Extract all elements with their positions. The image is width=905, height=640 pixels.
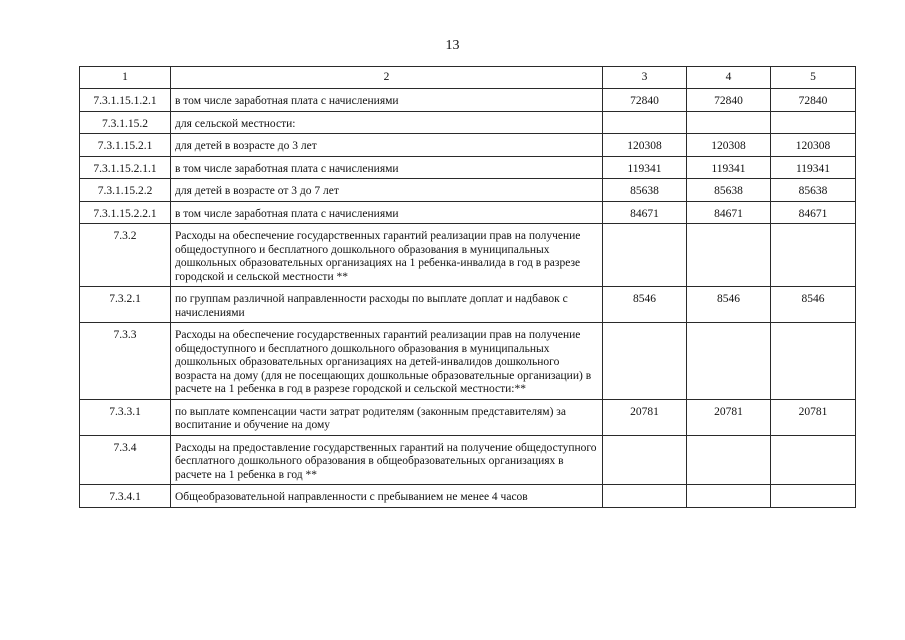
- row-value-col-5: 119341: [771, 156, 856, 179]
- row-value-col-5: [771, 224, 856, 287]
- row-value-col-5: [771, 111, 856, 134]
- row-value-col-4: 119341: [687, 156, 771, 179]
- row-code: 7.3.4.1: [80, 485, 171, 508]
- row-code: 7.3.3: [80, 323, 171, 400]
- row-value-col-3: 72840: [603, 89, 687, 112]
- row-value-col-3: 119341: [603, 156, 687, 179]
- table-row: [80, 435, 856, 485]
- row-description: для детей в возрасте от 3 до 7 лет: [171, 179, 603, 202]
- row-code: 7.3.1.15.2.1.1: [80, 156, 171, 179]
- row-description: в том числе заработная плата с начислениями: [171, 89, 603, 112]
- row-code: 7.3.1.15.2: [80, 111, 171, 134]
- table-row: [80, 287, 856, 323]
- row-code: 7.3.1.15.2.1: [80, 134, 171, 157]
- row-value-col-3: [603, 435, 687, 485]
- page-number: 13: [445, 38, 460, 53]
- row-value-col-3: 85638: [603, 179, 687, 202]
- row-value-col-5: 84671: [771, 201, 856, 224]
- row-value-col-4: [687, 224, 771, 287]
- row-description: Общеобразовательной направленности с пребыванием не менее 4 часов: [171, 485, 603, 508]
- row-value-col-3: [603, 485, 687, 508]
- table-row: [80, 201, 856, 224]
- header-col-4: 4: [687, 67, 771, 89]
- table-row: [80, 323, 856, 400]
- row-value-col-3: [603, 111, 687, 134]
- row-value-col-5: 85638: [771, 179, 856, 202]
- row-value-col-4: 8546: [687, 287, 771, 323]
- row-value-col-4: 72840: [687, 89, 771, 112]
- row-value-col-5: 72840: [771, 89, 856, 112]
- row-value-col-3: 20781: [603, 399, 687, 435]
- row-value-col-5: [771, 323, 856, 400]
- row-value-col-4: 84671: [687, 201, 771, 224]
- table-row: [80, 89, 856, 112]
- row-value-col-5: [771, 435, 856, 485]
- row-value-col-4: 85638: [687, 179, 771, 202]
- row-value-col-3: 120308: [603, 134, 687, 157]
- row-value-col-3: 8546: [603, 287, 687, 323]
- row-description: по группам различной направленности расходы по выплате доплат и надбавок с начислениями: [171, 287, 603, 323]
- row-code: 7.3.2.1: [80, 287, 171, 323]
- row-description: по выплате компенсации части затрат родителям (законным представителям) за воспитание и обучение на дому: [171, 399, 603, 435]
- header-col-1: 1: [80, 67, 171, 89]
- row-value-col-4: [687, 435, 771, 485]
- row-description: Расходы на обеспечение государственных гарантий реализации прав на получение общедоступного и бесплатного дошкольного образования в муниципальных дошкольных образовательных организациях на детей-инвалидов дошкольного возраста на дому (для не посещающих дошкольные образовательные организации) в расчете на 1 ребенка в год в разрезе городской и сельской местности:**: [171, 323, 603, 400]
- row-code: 7.3.2: [80, 224, 171, 287]
- header-col-3: 3: [603, 67, 687, 89]
- row-value-col-5: 120308: [771, 134, 856, 157]
- row-description: Расходы на обеспечение государственных гарантий реализации прав на получение общедоступного и бесплатного дошкольного образования в муниципальных дошкольных образовательных организациях на 1 ребенка-инвалида в год в разрезе городской и сельской местности **: [171, 224, 603, 287]
- table-row: [80, 111, 856, 134]
- row-description: для детей в возрасте до 3 лет: [171, 134, 603, 157]
- row-value-col-4: [687, 111, 771, 134]
- row-description: в том числе заработная плата с начислениями: [171, 156, 603, 179]
- table-row: [80, 399, 856, 435]
- row-description: в том числе заработная плата с начислениями: [171, 201, 603, 224]
- row-code: 7.3.1.15.2.2.1: [80, 201, 171, 224]
- row-value-col-5: [771, 485, 856, 508]
- row-description: для сельской местности:: [171, 111, 603, 134]
- table-row: [80, 156, 856, 179]
- header-col-5: 5: [771, 67, 856, 89]
- row-code: 7.3.1.15.1.2.1: [80, 89, 171, 112]
- row-value-col-4: [687, 485, 771, 508]
- row-code: 7.3.1.15.2.2: [80, 179, 171, 202]
- row-code: 7.3.4: [80, 435, 171, 485]
- table-row: [80, 485, 856, 508]
- budget-table: [79, 66, 856, 508]
- table-row: [80, 179, 856, 202]
- table-row: [80, 134, 856, 157]
- row-value-col-4: [687, 323, 771, 400]
- row-value-col-3: [603, 323, 687, 400]
- table-header-row: [80, 67, 856, 89]
- header-col-2: 2: [171, 67, 603, 89]
- row-value-col-5: 8546: [771, 287, 856, 323]
- row-value-col-5: 20781: [771, 399, 856, 435]
- row-code: 7.3.3.1: [80, 399, 171, 435]
- row-value-col-4: 120308: [687, 134, 771, 157]
- row-description: Расходы на предоставление государственных гарантий на получение общедоступного бесплатного дошкольного образования в общеобразовательных организациях в расчете на 1 ребенка в год **: [171, 435, 603, 485]
- row-value-col-4: 20781: [687, 399, 771, 435]
- table-row: [80, 224, 856, 287]
- row-value-col-3: 84671: [603, 201, 687, 224]
- row-value-col-3: [603, 224, 687, 287]
